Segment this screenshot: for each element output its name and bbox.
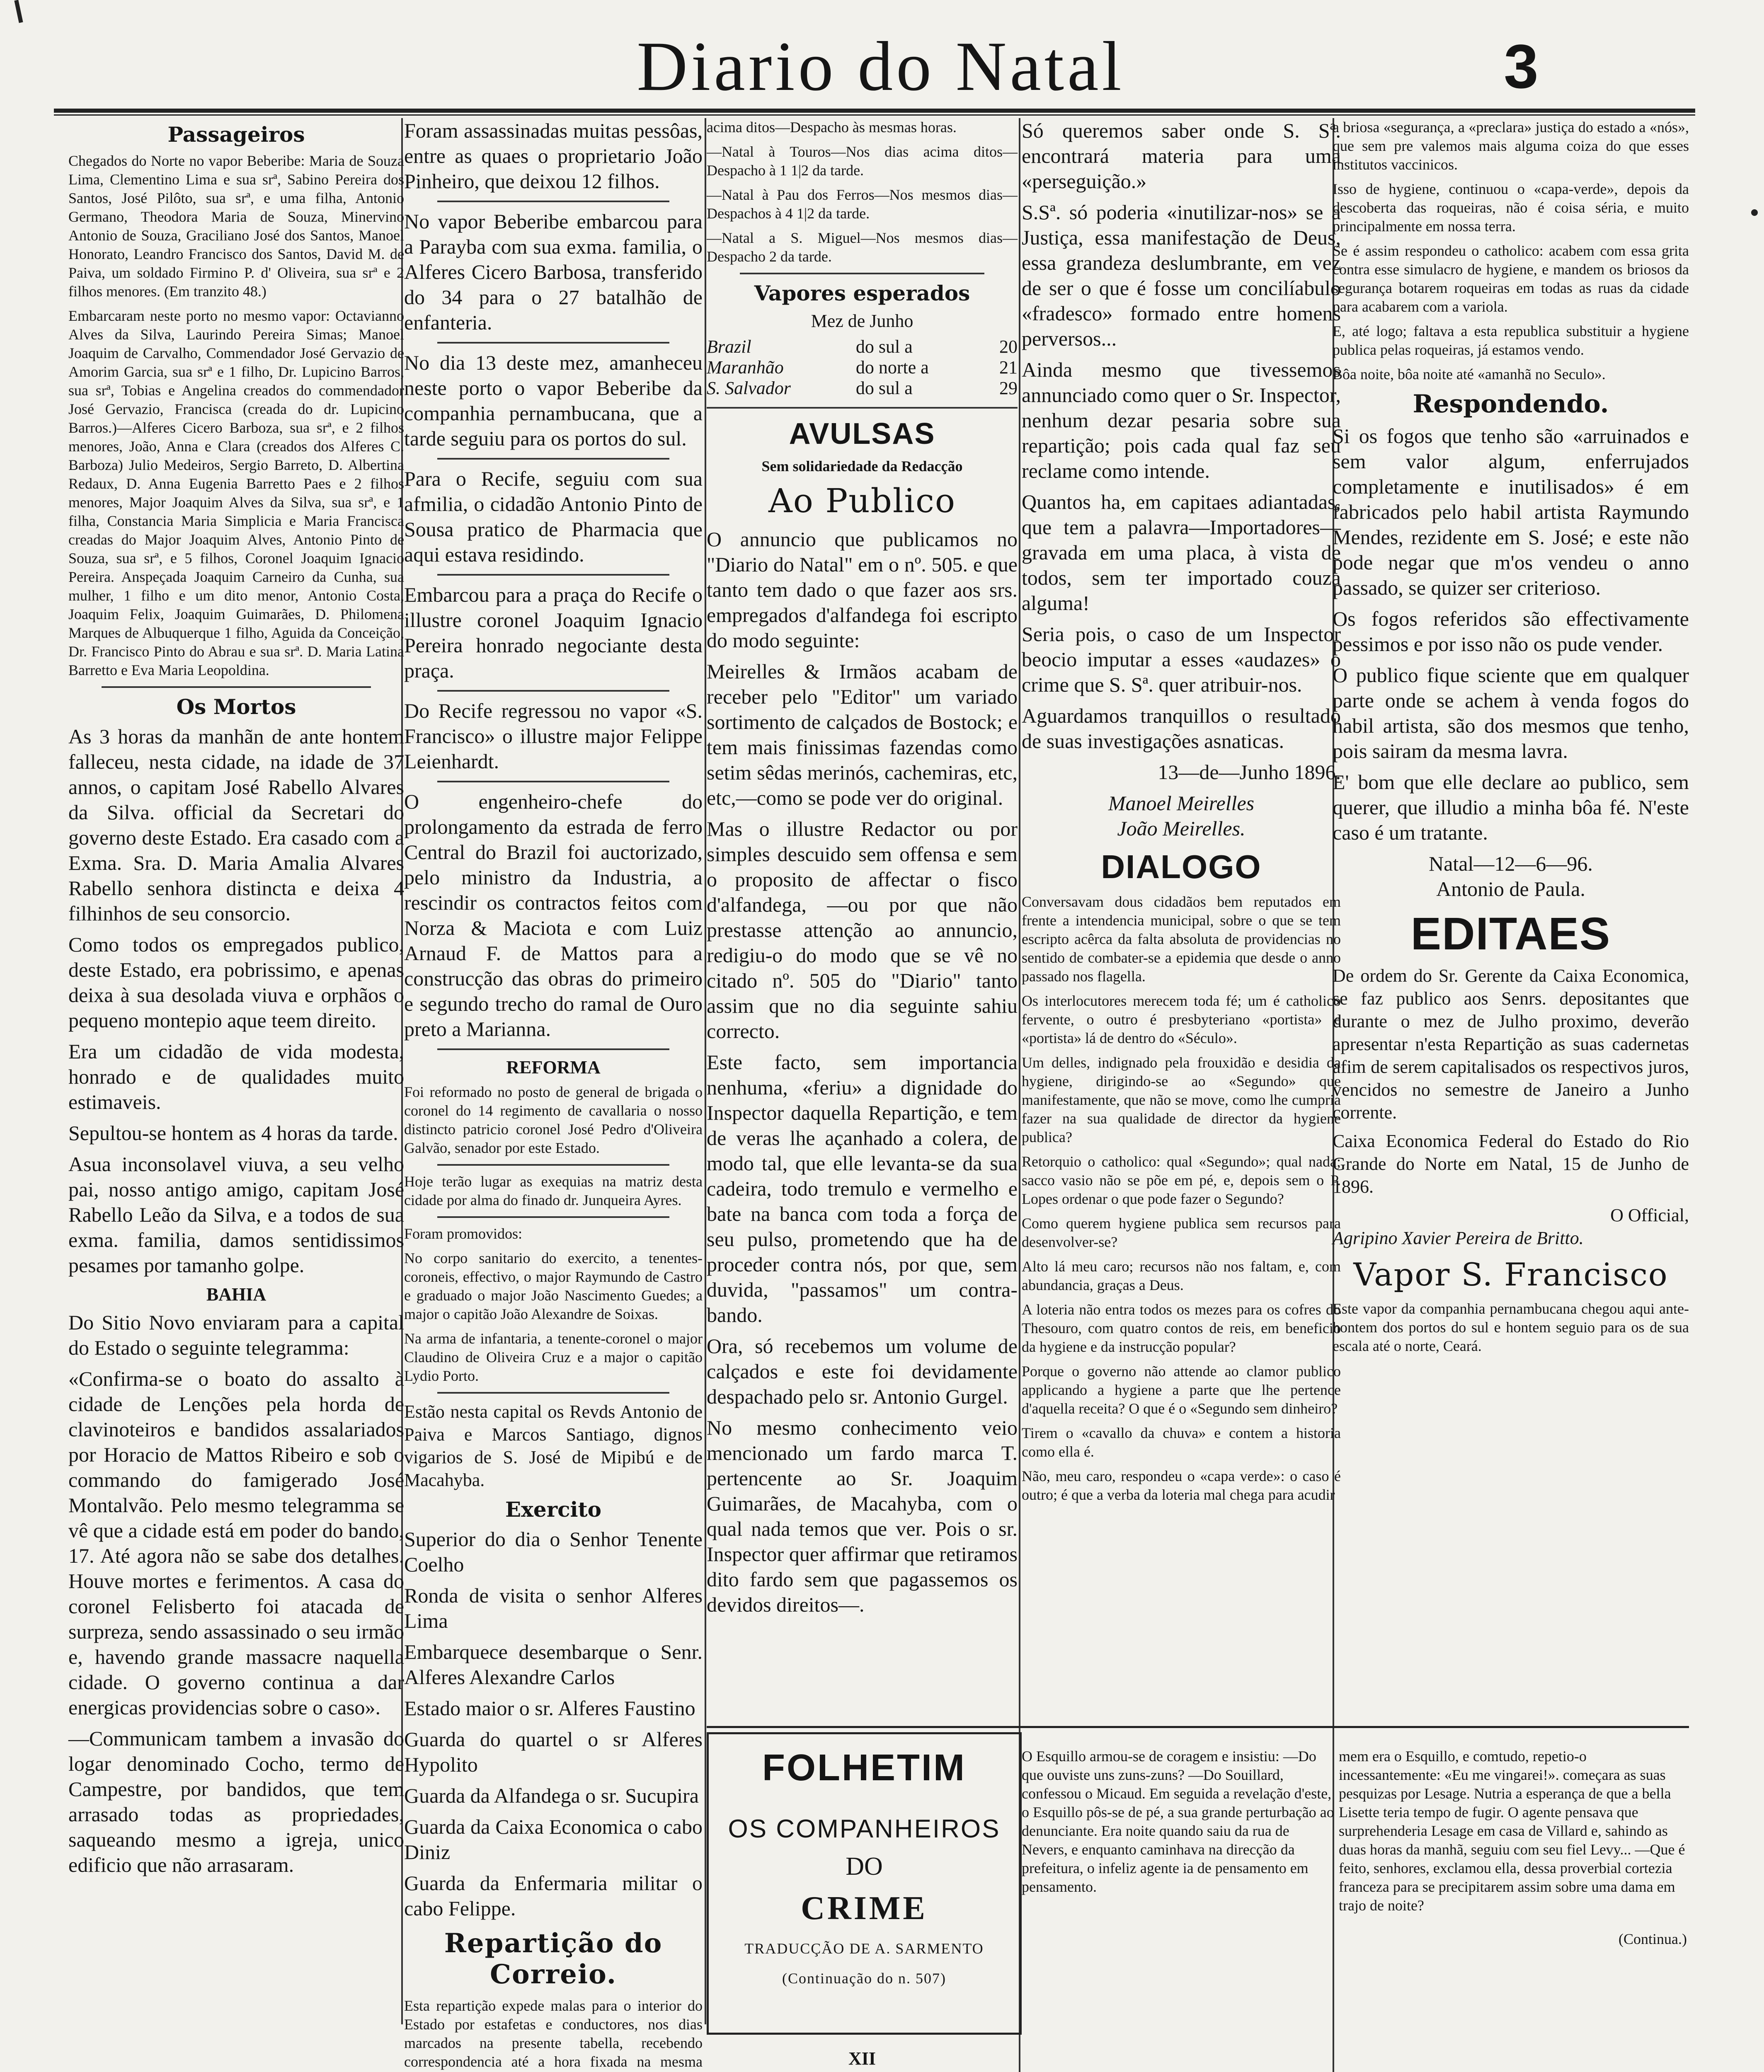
dialogo-text: A loteria não entra todos os mezes para os cofres do Thesouro, com quatro contos de reis, em beneficio da hygiene e da instrucção popular?	[1022, 1301, 1341, 1355]
vapor-row	[707, 336, 1018, 357]
bahia-text: —Communicam tambem a invasão do logar denominado Cocho, termo de Campestre, por bandidos, que tem arrasado todas as propriedades, saqueando mesmo a igreja, unico edificio que não arrasaram.	[68, 1727, 404, 1876]
header-rule-bottom	[54, 114, 1695, 116]
heading-respondendo: Respondendo.	[1413, 390, 1609, 419]
avulsa-text: Quantos ha, em capitaes adiantadas, que tem a palavra—Importadores—gravada em uma placa, à vista de todos, sem ter importado couza alguma!	[1022, 490, 1341, 615]
folhetim-column-4	[1022, 1732, 1337, 2072]
publico-text: Ora, só recebemos um volume de calçados e este foi devidamente despachado pelo sr. Antonio Gurgel.	[707, 1334, 1018, 1408]
embarcaram-text: Embarcaram neste porto no mesmo vapor: Octavianno Alves da Silva, Laurindo Pereira Simas; Manoel Joaquim de Carvalho, Commendador José Gervazio de Amorim Garcia, sua srª e 1 filho, Dr. Lupicino Barros, sua srª, Tobias e Angelina creados do commendador José Gervazio, Francisca (creada do dr. Lupicino Barros.)—Alferes Cicero Barboza, sua srª, e 2 filhos menores, João, Anna e Clara (creados dos Alferes C. Barboza) Julio Medeiros, Sergio Barreto, D. Albertina Redaux, D. Anna Eugenia Barretto Paes e 2 filhos menores, Major Joaquim Alves da Silva, sua srª, e 1 filha, Constancia Maria Simplicia e Maria Francisca creadas do Major Joaquim Alves, Antonio Pinto de Souza, sua srª, e 5 filhos, Coronel Joaquim Ignacio Pereira. Anspeçada Joaquim Carneiro da Cunha, sua mulher, 1 filho e um dito menor, Antonio Costa, Joaquim Felix, Joaquim Guimarães, D. Philomena Marques de Albuquerque 1 filho, Aguida da Conceição, Dr. Francisco Pinto do Abrau e sua srª. D. Maria Latina Barretto e Eva Maria Leopoldina.	[68, 307, 404, 678]
exercito-text: Guarda do quartel o sr Alferes Hypolito	[404, 1728, 703, 1776]
infantaria-text: Na arma de infantaria, a tenente-coronel o major Claudino de Oliveira Cruz e a major o capitão Lydio Porto.	[404, 1330, 703, 1384]
publico-text: O annuncio que publicamos no "Diario do Natal" em o nº. 505. e que tanto tem dado o que fazer aos srs. empregados d'alfandega foi escripto do modo seguinte:	[707, 528, 1018, 652]
respondendo-date: Natal—12—6—96.	[1429, 852, 1593, 875]
mortos-text: As 3 horas da manhãn de ante hontem falleceu, nesta cidade, na idade de 37 annos, o capitam José Rabello Alvares da Silva. official da Secretari do governo deste Estado. Era casado com a Exma. Sra. D. Maria Amalia Alvares Rabello senhora distincta e deixa 4 filhinhos de seu consorcio.	[68, 725, 404, 925]
avulsa-text: Só queremos saber onde S. Sª. encontrará materia para uma «perseguição.»	[1022, 119, 1341, 193]
heading-os-mortos: Os Mortos	[176, 695, 296, 719]
dialogo-text: Tirem o «cavallo da chuva» e contem a historia como ella é.	[1022, 1425, 1341, 1460]
vapor-day: 20	[999, 336, 1018, 357]
page-number: 3	[1504, 31, 1539, 101]
editaes-official: O Official,	[1610, 1205, 1689, 1225]
folhetim-rule	[707, 1726, 1689, 1728]
exercito-text: Guarda da Caixa Economica o cabo Diniz	[404, 1815, 703, 1864]
news-text: Foram assassinadas muitas pessôas, entre as quaes o proprietario João Pinheiro, que deixou 12 filhos.	[404, 119, 703, 193]
revds-text: Estão nesta capital os Revds Antonio de Paiva e Marcos Santiago, dignos vigarios de S. José de Mipibú e de Macahyba.	[404, 1402, 703, 1490]
folhetim-box	[707, 1732, 1022, 2035]
vapor-route: do norte a	[855, 357, 929, 378]
divider	[707, 407, 1018, 409]
divider	[437, 201, 669, 202]
news-text: No vapor Beberibe embarcou para a Parayba com sua exma. familia, o Alferes Cicero Barbosa, transferido do 34 para o 27 batalhão de enfanteria.	[404, 210, 703, 334]
correio-text: —Natal a S. Miguel—Nos mesmos dias—Despacho 2 da tarde.	[707, 230, 1018, 265]
folhetim-crime: CRIME	[801, 1890, 928, 1927]
heading-vapor-s-francisco: Vapor S. Francisco	[1353, 1256, 1668, 1293]
news-text: Do Recife regressou no vapor «S. Francisco» o illustre major Felippe Leienhardt.	[404, 699, 703, 773]
column-1	[68, 118, 404, 2024]
correio-text: —Natal à Touros—Nos dias acima ditos—Despacho à 1 1|2 da tarde.	[707, 143, 1018, 179]
vapores-table	[707, 336, 1018, 399]
respondendo-text: E' bom que elle declare ao publico, sem querer, que illudio a minha bôa fé. N'este caso é um tratante.	[1333, 770, 1689, 844]
avulsa-text: Aguardamos tranquillos o resultado de suas investigações asnaticas.	[1022, 704, 1341, 753]
divider	[437, 1392, 669, 1394]
divider	[740, 273, 984, 274]
avulsa-signature: João Meirelles.	[1117, 817, 1245, 840]
vapor-name: Maranhão	[707, 357, 784, 378]
corner-mark	[14, 0, 23, 23]
correio-text: acima ditos—Despacho às mesmas horas.	[707, 119, 957, 136]
heading-reforma: REFORMA	[506, 1057, 601, 1077]
dialogo-text: Conversavam dous cidadãos bem reputados em frente a intendencia municipal, sobre o que se tem escripto acêrca da falta absoluta de providencias no sentido de combater-se a epidemia que desde o anno passado nos flagella.	[1022, 893, 1341, 985]
reforma-text: Foi reformado no posto de general de brigada o coronel do 14 regimento de cavallaria o nosso distincto patricio coronel José Pedro d'Oliveira Galvão, senador por este Estado.	[404, 1084, 703, 1156]
publico-text: Este facto, sem importancia nenhuma, «feriu» a dignidade do Inspector daquella Repartição, e tem de veras lhe açanhado a colera, de modo tal, que elle levanta-se da sua cadeira, todo tremulo e vermelho e bate na banca com toda a força de seu pulso, prometendo que ha de proceder contra nós, por que, sem duvida, "passamos" um contra-bando.	[707, 1051, 1018, 1326]
heading-exercito: Exercito	[505, 1497, 601, 1522]
heading-avulsas: AVULSAS	[789, 417, 935, 450]
column-separator	[705, 118, 706, 2024]
heading-ao-publico: Ao Publico	[768, 482, 956, 520]
folhetim-continua: (Continua.)	[1619, 1931, 1687, 1947]
editaes-text: Caixa Economica Federal do Estado do Rio Grande do Norte em Natal, 15 de Junho de 1896.	[1333, 1131, 1689, 1197]
avulsa-date: 13—de—Junho 1896.	[1158, 760, 1341, 784]
exercito-text: Embarquece desembarque o Senr. Alferes Alexandre Carlos	[404, 1640, 703, 1689]
divider	[437, 1048, 669, 1050]
correio-text: —Natal à Pau dos Ferros—Nos mesmos dias—Despachos à 4 1|2 da tarde.	[707, 186, 1018, 222]
vapor-name: Brazil	[707, 336, 751, 357]
folhetim-text: O Esquillo armou-se de coragem e insistiu: —Do que ouviste uns zuns-zuns? —Do Souillard, confessou o Micaud. Em seguida a revelação d'este, o Esquillo pôs-se de pé, a sua grande perturbação ao denunciante. Era noite quando saiu da rua de Nevers, e enquanto caminhava na direcção da prefeitura, o infeliz agente ia de pensamento em pensamento.	[1022, 1748, 1334, 1895]
dialogo-text: Isso de hygiene, continuou o «capa-verde», depois da descoberta das roqueiras, não é coisa séria, e muito principalmente em nossa terra.	[1333, 181, 1689, 235]
promovidos-title: Foram promovidos:	[404, 1225, 522, 1242]
exequias-text: Hoje terão lugar as exequias na matriz desta cidade por alma do finado dr. Junqueira Ayres.	[404, 1173, 703, 1208]
vapor-row	[707, 357, 1018, 378]
folhetim-body	[707, 2043, 1018, 2072]
dialogo-text: Retorquio o catholico: qual «Segundo»; qual nada; sacco vasio não se põe em pé, e, depois sem o P. Lopes ordenar o que pode fazer o Segundo?	[1022, 1153, 1341, 1207]
header-rule-top	[54, 109, 1695, 113]
bahia-text: Do Sitio Novo enviaram para a capital do Estado o seguinte telegramma:	[68, 1311, 404, 1359]
passageiros-text: Chegados do Norte no vapor Beberibe: Maria de Souza Lima, Clementino Lima e sua srª, Sabino Pereira dos Santos, José Pilôto, sua srª, e uma filha, Antonio Germano, Theodora Maria de Souza, Minervino Antonio de Souza, Graciliano José dos Santos, Manoel Honorato, Leandro Francisco dos Santos, David M. de Paiva, um soldado Firmino P. d' Oliveira, sua srª e 2 filhos menores. (Em tranzito 48.)	[68, 152, 404, 300]
divider	[437, 781, 669, 782]
folhetim-chapter: XII	[848, 2048, 876, 2069]
vapores-month: Mez de Junho	[811, 311, 914, 331]
folhetim-do: DO	[846, 1852, 883, 1881]
bahia-text: «Confirma-se o boato do assalto à cidade de Lenções pela horda de clavinoteiros e bandidos assalariados por Horacio de Mattos Ribeiro e sob o commando do famigerado José Montalvão. Pelo mesmo telegramma se vê que a cidade está em poder do bando, 17. Até agora não se sabe dos detalhes. Houve mortes e ferimentos. A casa do coronel Felisberto foi atacada de surpreza, sendo assassinado o seu irmão e, havendo grande massacre naquella cidade. O governo continua a dar energicas providencias sobre o caso».	[68, 1367, 404, 1719]
avulsas-subtitle: Sem solidariedade da Redacção	[761, 458, 963, 474]
divider	[437, 342, 669, 344]
promovidos-text: No corpo sanitario do exercito, a tenentes-coroneis, effectivo, o major Raymundo de Castro e graduado o major João Nascimento Guedes; a major o capitão João Alexandre de Soixas.	[404, 1250, 703, 1322]
avulsa-text: Seria pois, o caso de um Inspector beocio imputar a esses «audazes» o crime que S. Sª. quer atribuir-nos.	[1022, 622, 1341, 696]
news-text: Embarcou para a praça do Recife o illustre coronel Joaquim Ignacio Pereira honrado negociante desta praça.	[404, 583, 703, 682]
column-5	[1333, 118, 1689, 1718]
vapor-day: 21	[999, 357, 1018, 378]
mortos-text: Asua inconsolavel viuva, a seu velho pai, nosso antigo amigo, capitam José Rabello Leão da Silva, e a todos de sua exma. familia, damos sentidissimos pesames por tamanho golpe.	[68, 1152, 404, 1277]
vapor-name: S. Salvador	[707, 378, 791, 398]
ink-dot	[1751, 209, 1758, 216]
news-text: O engenheiro-chefe do prolongamento da estrada de ferro Central do Brazil foi auctorizado, pelo ministro da Industria, a rescindir os contractos feitos com Norza & Maciota e com Luiz Arnaud F. de Mattos para a construcção das obras do primeiro e segundo trecho do ramal de Ouro preto a Marianna.	[404, 790, 703, 1041]
avulsa-text: Ainda mesmo que tivessemos annunciado como quer o Sr. Inspector, nenhum dezar pesaria sobre sua repartição; pois cada qual faz seu reclame como intende.	[1022, 358, 1341, 482]
respondendo-text: Si os fogos que tenho são «arruinados e sem valor algum, enferrujados completamente e inutilisados» é em fabricados pelo habil artista Raymundo Mendes, rezidente em S. José; e este não pode negar que m'os vendeu o anno passado, se quizer ser criterioso.	[1333, 424, 1689, 599]
folhetim-subtitle: OS COMPANHEIROS	[728, 1815, 1001, 1843]
mortos-text: Sepultou-se hontem as 4 horas da tarde.	[68, 1121, 398, 1145]
folhetim-column-5	[1339, 1732, 1687, 2072]
publico-text: No mesmo conhecimento veio mencionado um fardo marca T. pertencente ao Sr. Joaquim Guimarães, de Macahyba, com o qual nada temos que ver. Pois o sr. Inspector quer affirmar que retiramos dito fardo sem que pagassemos os devidos direitos—.	[707, 1416, 1018, 1616]
divider	[437, 1216, 669, 1218]
editaes-signature: Agripino Xavier Pereira de Britto.	[1333, 1228, 1584, 1248]
avulsa-text: S.Sª. só poderia «inutilizar-nos» se a Justiça, essa manifestação de Deus, essa grandeza deslumbrante, em vez de ser o que é fosse um concilíabulo «fradesco» formado entre homens perversos...	[1022, 201, 1341, 350]
dialogo-text: Os interlocutores merecem toda fé; um é catholico fervente, o outro é presbyteriano «portista» e «portista» lá de dentro do «Século».	[1022, 992, 1341, 1046]
editaes-text: De ordem do Sr. Gerente da Caixa Economica, se faz publico aos Senrs. depositantes que durante o mez de Julho proximo, deverão apresentar n'esta Repartição as suas cadernetas afim de serem capitalisados os respectivos juros, vencidos no semestre de Janeiro a Junho corrente.	[1333, 966, 1689, 1123]
mortos-text: Era um cidadão de vida modesta, honrado e de qualidades muito estimaveis.	[68, 1040, 404, 1113]
news-text: No dia 13 deste mez, amanheceu neste porto o vapor Beberibe da companhia pernambucana, que a tarde seguiu para os portos do sul.	[404, 351, 703, 450]
divider	[437, 1164, 669, 1166]
divider	[437, 690, 669, 692]
exercito-text: Estado maior o sr. Alferes Faustino	[404, 1697, 695, 1720]
divider	[437, 458, 669, 460]
correio-text: Esta repartição expede malas para o interior do Estado por estafetas e conductores, nos dias marcados na presente tabella, recebendo correspondencia até a hora fixada na mesma	[404, 1997, 703, 2070]
dialogo-text: Alto lá meu caro; recursos não nos faltam, e, com abundancia, graças a Deus.	[1022, 1258, 1341, 1293]
dialogo-text: Se é assim respondeu o catholico: acabem com essa grita contra esse simulacro de hygiene, e mandem os briosos da segurança botarem roqueiras em todas as ruas da cidade para acabarem com a variola.	[1333, 242, 1689, 315]
vapor-day: 29	[999, 378, 1018, 398]
dialogo-text: E, até logo; faltava a esta republica substituir a hygiene publica pelas roqueiras, já estamos vendo.	[1333, 323, 1689, 358]
exercito-text: Guarda da Enfermaria militar o cabo Felippe.	[404, 1871, 703, 1920]
folhetim-text: mem era o Esquillo, e comtudo, repetio-o incessantemente: «Eu me vingarei!». começara as suas pesquizas por Lesage. Nutria a esperança de que a bella Lisette teria tempo de fugir. O agente pensava que surprehenderia Lesage em casa de Villard e, sahindo as duas horas da manhã, seguiu com seu fiel Levy... —Que é feito, senhores, exclamou ella, dessa proverbial cortezia franceza para se precipitarem assim sobre uma dama em trajo de noite?	[1339, 1748, 1685, 1914]
vapor-route: do sul a	[855, 378, 913, 398]
divider	[102, 686, 371, 688]
column-2	[404, 118, 703, 2070]
respondendo-signature: Antonio de Paula.	[1436, 877, 1585, 900]
publico-text: Meirelles & Irmãos acabam de receber pelo "Editor" um variado sortimento de calçados de Bostock; e tem mais finissimas fazendas como setim sêdas merinós, cachemiras, etc, etc,—como se pode ver do original.	[707, 660, 1018, 809]
mortos-text: Como todos os empregados publico, deste Estado, era pobrissimo, e apenas deixa à sua desolada viuva e orphãos o pequeno montepio aque teem direito.	[68, 933, 404, 1032]
masthead-title: Diario do Natal	[637, 27, 1125, 105]
heading-passageiros: Passageiros	[167, 122, 305, 147]
news-text: Para o Recife, seguiu com sua afmilia, o cidadão Antonio Pinto de Sousa pratico de Pharmacia que aqui estava residindo.	[404, 467, 703, 566]
heading-reparticao-correio: Repartição do Correio.	[444, 1928, 663, 1990]
publico-text: Mas o illustre Redactor ou por simples descuido sem offensa e sem o proposito de affectar o fisco d'alfandega, —ou por que não prestasse attenção ao annuncio, redigiu-o do modo que se vê no citado nº. 505 do "Diario" tanto assim que no dia seguinte sahiu correcto.	[707, 817, 1018, 1043]
respondendo-text: O publico fique sciente que em qualquer parte onde se achem à venda fogos do habil artista, são dos mesmos que tenho, pois sairam da mesma lavra.	[1333, 663, 1689, 762]
vapor-text: Este vapor da companhia pernambucana chegou aqui ante-hontem dos portos do sul e hontem seguio para os de sua escala até o norte, Ceará.	[1333, 1300, 1689, 1354]
respondendo-text: Os fogos referidos são effectivamente pessimos e por isso não os pude vender.	[1333, 607, 1689, 656]
divider	[437, 574, 669, 576]
heading-editaes: EDITAES	[1410, 908, 1611, 959]
dialogo-text: Bôa noite, bôa noite até «amanhã no Seculo».	[1333, 366, 1606, 382]
exercito-text: Superior do dia o Senhor Tenente Coelho	[404, 1527, 703, 1576]
folhetim-continuation: (Continuação do n. 507)	[782, 1970, 946, 1987]
dialogo-text: Como querem hygiene publica sem recursos para desenvolver-se?	[1022, 1215, 1341, 1250]
heading-bahia: BAHIA	[206, 1284, 267, 1305]
vapor-row	[707, 378, 1018, 399]
dialogo-text: Um delles, indignado pela frouxidão e desidia da hygiene, dirigindo-se ao «Segundo» que manifestamente, que não se move, como lhe cumpria fazer na sua qualidade de director da hygiene publica?	[1022, 1054, 1341, 1145]
heading-vapores-esperados: Vapores esperados	[754, 281, 970, 305]
exercito-text: Guarda da Alfandega o sr. Sucupira	[404, 1784, 699, 1807]
dialogo-text: Porque o governo não attende ao clamor publico applicando a hygiene a parte que lhe pertence d'aquella receita? O que é o «Segundo sem dinheiro?	[1022, 1363, 1341, 1417]
dialogo-text: Não, meu caro, respondeu o «capa verde»: o caso é outro; é que a verba da loteria mal chega para acudir	[1022, 1468, 1341, 1503]
vapor-route: do sul a	[855, 336, 913, 357]
folhetim-translator: TRADUCÇÃO DE A. SARMENTO	[744, 1940, 984, 1957]
column-4	[1022, 118, 1341, 1610]
folhetim-title: FOLHETIM	[762, 1747, 966, 1789]
avulsa-signature: Manoel Meirelles	[1108, 792, 1255, 815]
exercito-text: Ronda de visita o senhor Alferes Lima	[404, 1584, 703, 1632]
heading-dialogo: DIALOGO	[1101, 848, 1262, 885]
dialogo-text: a briosa «segurança, a «preclara» justiça do estado a «nós», que sem pre valemos mais alguma coiza do que esses institutos vaccinicos.	[1333, 119, 1689, 173]
column-3	[707, 118, 1018, 1726]
